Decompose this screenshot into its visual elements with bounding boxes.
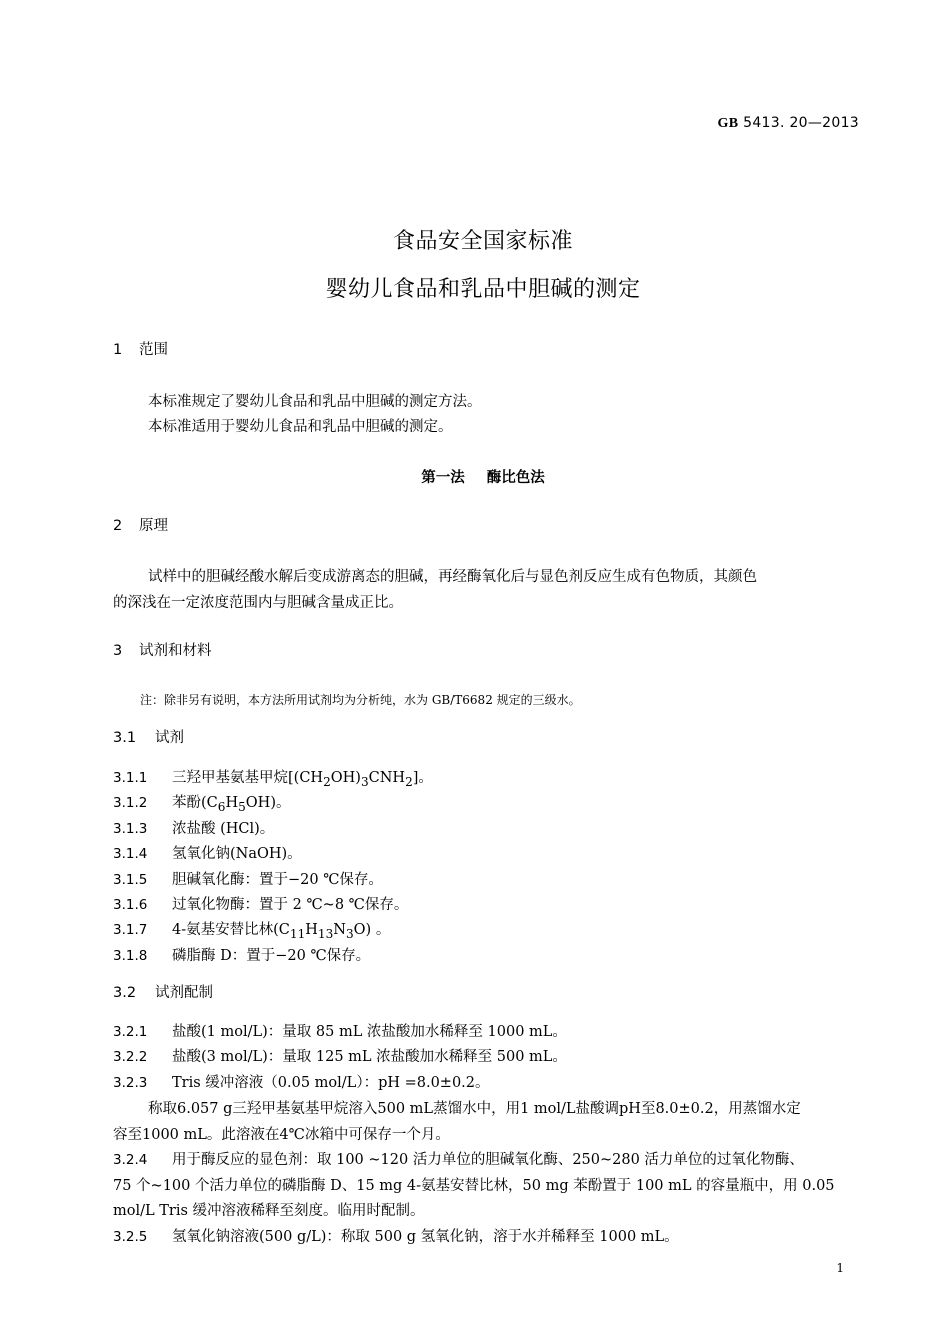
section-2-heading [113,517,168,535]
subsection-3-2-heading [113,984,213,1002]
item-text: 用于酶反应的显色剂：取 100 ~120 活力单位的胆碱氧化酶、250~280 活力单位的过氧化物酶、 [172,1152,804,1168]
standard-number: 5413. 20—2013 [738,115,859,131]
item-text: OH)。 [245,795,291,811]
section-number: 2 [113,518,123,534]
section-title: 范围 [139,342,168,358]
item-code: 3.1.7 [113,922,148,938]
preparation-item [113,1151,804,1169]
item-text: 三羟甲基氨基甲烷[(CH [172,770,324,786]
subscript: 2 [323,774,331,789]
subscript: 5 [238,799,246,814]
item-text: H [305,922,318,938]
method-name: 酶比色法 [486,470,545,486]
preparation-item [113,1048,567,1066]
item-code: 3.1.2 [113,795,148,811]
subsection-number: 3.2 [113,985,137,1001]
item-text: 浓盐酸 (HCl)。 [172,821,275,837]
item-text: OH) [330,770,361,786]
section-1-heading [113,341,168,359]
item-text: 盐酸(1 mol/L)：量取 85 mL 浓盐酸加水稀释至 1000 mL。 [172,1024,567,1040]
section-title: 原理 [139,518,168,534]
method-heading [0,466,950,487]
subscript: 3 [360,774,369,789]
item-text: 胆碱氧化酶：置于−20 ℃保存。 [172,872,383,888]
item-text: N [333,922,346,938]
chromogen-line-3: mol/L Tris 缓冲溶液稀释至刻度。临用时配制。 [113,1203,425,1219]
item-text: CNH [368,770,406,786]
item-text: Tris 缓冲溶液（0.05 mol/L）：pH =8.0±0.2。 [172,1075,490,1091]
reagent-item [113,820,274,838]
item-text: ]。 [412,770,433,786]
item-text: 过氧化物酶：置于 2 ℃~8 ℃保存。 [172,897,409,913]
tris-preparation-line-2: 容至1000 mL。此溶液在4℃冰箱中可保存一个月。 [113,1127,450,1143]
subsection-number: 3.1 [113,730,137,746]
subscript: 11 [289,926,306,941]
item-code: 3.1.1 [113,770,148,786]
subscript: 2 [405,774,413,789]
subscript: 13 [317,926,334,941]
item-code: 3.2.4 [113,1152,148,1168]
subsection-3-1-heading [113,729,184,747]
item-text: 氢氧化钠(NaOH)。 [172,846,302,862]
item-code: 3.2.3 [113,1075,148,1091]
preparation-item [113,1228,679,1246]
scope-paragraph-1: 本标准规定了婴幼儿食品和乳品中胆碱的测定方法。 [148,394,482,410]
item-code: 3.1.5 [113,872,148,888]
tris-preparation-line-1: 称取6.057 g三羟甲基氨基甲烷溶入500 mL蒸馏水中，用1 mol/L盐酸调pH至8.0±0.2，用蒸馏水定 [148,1101,801,1117]
item-code: 3.2.1 [113,1024,148,1040]
note-label: 注： [140,693,165,707]
reagent-note [140,691,581,708]
standard-code [718,115,859,132]
item-text: 4-氨基安替比林(C [172,922,290,938]
preparation-item [113,1023,567,1041]
item-code: 3.1.6 [113,897,148,913]
section-number: 3 [113,643,123,659]
reagent-item [113,896,408,914]
item-text: O) 。 [353,922,391,938]
subsection-title: 试剂 [155,730,184,746]
page-number: 1 [836,1261,844,1275]
item-code: 3.1.3 [113,821,148,837]
method-label: 第一法 [421,470,465,486]
item-text: 苯酚(C [172,795,218,811]
preparation-item [113,1074,490,1092]
reagent-item [113,845,302,863]
item-code: 3.2.2 [113,1049,148,1065]
reagent-item [113,871,383,889]
section-number: 1 [113,342,123,358]
principle-line-2: 的深浅在一定浓度范围内与胆碱含量成正比。 [113,595,403,611]
item-code: 3.2.5 [113,1229,148,1245]
item-text: 氢氧化钠溶液(500 g/L)：称取 500 g 氢氧化钠，溶于水并稀释至 1000 mL。 [172,1229,679,1245]
item-code: 3.1.8 [113,948,148,964]
item-text: 盐酸(3 mol/L)：量取 125 mL 浓盐酸加水稀释至 500 mL。 [172,1049,567,1065]
item-text: 磷脂酶 D：置于−20 ℃保存。 [172,948,371,964]
subscript: 3 [345,926,354,941]
reagent-item [113,947,370,965]
reagent-item [113,769,433,791]
scope-paragraph-2: 本标准适用于婴幼儿食品和乳品中胆碱的测定。 [148,419,453,435]
reagent-item [113,794,291,816]
standard-prefix: GB [717,116,739,131]
title-line-2: 婴幼儿食品和乳品中胆碱的测定 [325,277,641,302]
principle-line-1: 试样中的胆碱经酸水解后变成游离态的胆碱，再经酶氧化后与显色剂反应生成有色物质，其颜色 [148,569,757,585]
title-line-1: 食品安全国家标准 [392,229,573,254]
subsection-title: 试剂配制 [155,985,213,1001]
section-3-heading [113,642,212,660]
chromogen-line-2: 75 个~100 个活力单位的磷脂酶 D、15 mg 4-氨基安替比林，50 mg 苯酚置于 100 mL 的容量瓶中，用 0.05 [113,1178,835,1194]
item-text: H [225,795,239,811]
note-text: 除非另有说明，本方法所用试剂均为分析纯，水为 GB/T6682 规定的三级水。 [164,693,581,707]
item-code: 3.1.4 [113,846,148,862]
reagent-item [113,921,390,943]
section-title: 试剂和材料 [139,643,212,659]
subscript: 6 [217,799,226,814]
